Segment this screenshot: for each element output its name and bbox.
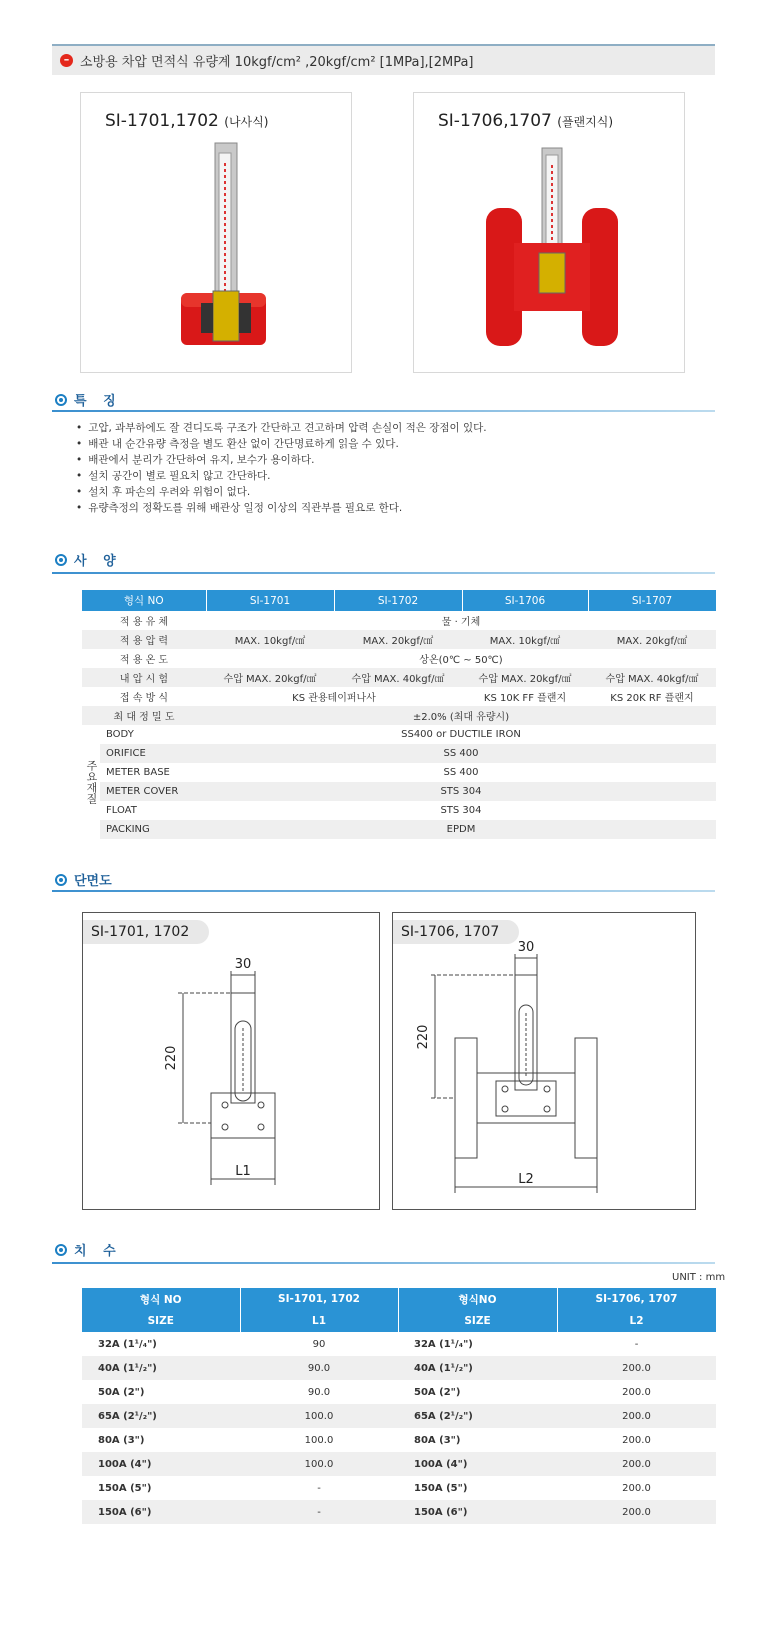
width-dim: 30 bbox=[234, 957, 252, 972]
length-dim: L2 bbox=[518, 1172, 534, 1187]
section-divider bbox=[52, 410, 715, 412]
list-item: • 설치 공간이 별로 필요치 않고 간단하다. bbox=[76, 468, 487, 484]
dimension-table bbox=[82, 1288, 717, 1524]
section-divider bbox=[52, 1262, 715, 1264]
spec-table bbox=[82, 590, 717, 839]
threaded-flowmeter-image bbox=[81, 93, 351, 372]
table-row: 80A (3") 100.0 80A (3") 200.0 bbox=[98, 1434, 651, 1446]
column-header: SI-1701 bbox=[206, 590, 334, 611]
table-header-row bbox=[82, 590, 716, 611]
page-header bbox=[52, 44, 715, 75]
product-label: SI-1701,1702 (나사식) bbox=[105, 111, 269, 131]
flanged-flowmeter-image bbox=[414, 93, 684, 372]
feature-list bbox=[76, 420, 487, 516]
section-divider bbox=[52, 572, 715, 574]
table-row: 적 용 유 체 물 · 기체 bbox=[82, 611, 716, 630]
bullet-icon bbox=[55, 1244, 67, 1256]
drawing-flanged bbox=[392, 912, 696, 1210]
flanged-cross-section bbox=[393, 913, 695, 1209]
table-row: 40A (1¹/₂") 90.0 40A (1¹/₂") 200.0 bbox=[82, 1356, 716, 1380]
table-row: 150A (6") - 150A (6") 200.0 bbox=[82, 1500, 716, 1524]
material-group-label: 주요재질 bbox=[82, 725, 100, 839]
threaded-cross-section bbox=[83, 913, 379, 1209]
table-row: 50A (2") 90.0 50A (2") 200.0 bbox=[98, 1386, 651, 1398]
height-dim: 220 bbox=[416, 1024, 431, 1050]
table-row: 적 용 압 력 MAX. 10kgf/㎠ MAX. 20kgf/㎠ MAX. 10kgf/㎠ MAX. 20kgf/㎠ bbox=[82, 630, 716, 649]
section-divider bbox=[52, 890, 715, 892]
list-item: • 배관에서 분리가 간단하여 유지, 보수가 용이하다. bbox=[76, 452, 487, 468]
table-row: METER COVER STS 304 bbox=[82, 782, 716, 801]
table-row: 주요재질 BODY SS400 or DUCTILE IRON bbox=[82, 725, 716, 744]
drawing-label: SI-1701, 1702 bbox=[83, 920, 209, 944]
column-header: SI-1706 bbox=[462, 590, 588, 611]
list-item: • 고압, 과부하에도 잘 견디도록 구조가 간단하고 견고하며 압력 손실이 적은 장점이 있다. bbox=[76, 420, 487, 436]
minus-circle-icon: – bbox=[60, 54, 73, 67]
table-row: 32A (1¹/₄") 90 32A (1¹/₄") - bbox=[98, 1338, 639, 1350]
product-photo-threaded bbox=[80, 92, 352, 373]
table-row: 65A (2¹/₂") 100.0 65A (2¹/₂") 200.0 bbox=[82, 1404, 716, 1428]
product-label: SI-1706,1707 (플랜지식) bbox=[438, 111, 614, 131]
list-item: • 설치 후 파손의 우려와 위험이 없다. bbox=[76, 484, 487, 500]
column-header: 형식 NO bbox=[82, 590, 206, 611]
table-row: METER BASE SS 400 bbox=[82, 763, 716, 782]
product-photo-flanged bbox=[413, 92, 685, 373]
page-title: 소방용 차압 면적식 유량계 10kgf/cm² ,20kgf/cm² [1MPa],[2MPa] bbox=[80, 55, 474, 70]
table-row: ORIFICE SS 400 bbox=[82, 744, 716, 763]
table-row: 접 속 방 식 KS 관용테이퍼나사 KS 10K FF 플랜지 KS 20K RF 플랜지 bbox=[82, 687, 716, 706]
list-item: • 유량측정의 정확도를 위해 배관상 일정 이상의 직관부를 필요로 한다. bbox=[76, 500, 487, 516]
table-subheader-row: SIZE L1 SIZE L2 bbox=[82, 1310, 716, 1332]
bullet-icon bbox=[55, 554, 67, 566]
table-row: FLOAT STS 304 bbox=[82, 801, 716, 820]
unit-label: UNIT : mm bbox=[672, 1272, 726, 1283]
column-header: SI-1707 bbox=[588, 590, 716, 611]
table-row: 100A (4") 100.0 100A (4") 200.0 bbox=[82, 1452, 716, 1476]
list-item: • 배관 내 순간유량 측정을 별도 환산 없이 간단명료하게 읽을 수 있다. bbox=[76, 436, 487, 452]
table-row: 150A (5") - 150A (5") 200.0 bbox=[98, 1482, 651, 1494]
bullet-icon bbox=[55, 874, 67, 886]
table-row: PACKING EPDM bbox=[82, 820, 716, 839]
bullet-icon bbox=[55, 394, 67, 406]
width-dim: 30 bbox=[517, 940, 535, 955]
table-row: 내 압 시 험 수압 MAX. 20kgf/㎠ 수압 MAX. 40kgf/㎠ 수압 MAX. 20kgf/㎠ 수압 MAX. 40kgf/㎠ bbox=[82, 668, 716, 687]
height-dim: 220 bbox=[164, 1045, 179, 1071]
table-row: 최 대 정 밀 도 ±2.0% (최대 유량시) bbox=[82, 706, 716, 725]
drawing-threaded bbox=[82, 912, 380, 1210]
drawing-label: SI-1706, 1707 bbox=[393, 920, 519, 944]
length-dim: L1 bbox=[235, 1164, 251, 1179]
table-row: 적 용 온 도 상온(0℃ ~ 50℃) bbox=[82, 649, 716, 668]
table-header-row: 형식 NO SI-1701, 1702 형식NO SI-1706, 1707 bbox=[82, 1288, 716, 1310]
column-header: SI-1702 bbox=[334, 590, 462, 611]
